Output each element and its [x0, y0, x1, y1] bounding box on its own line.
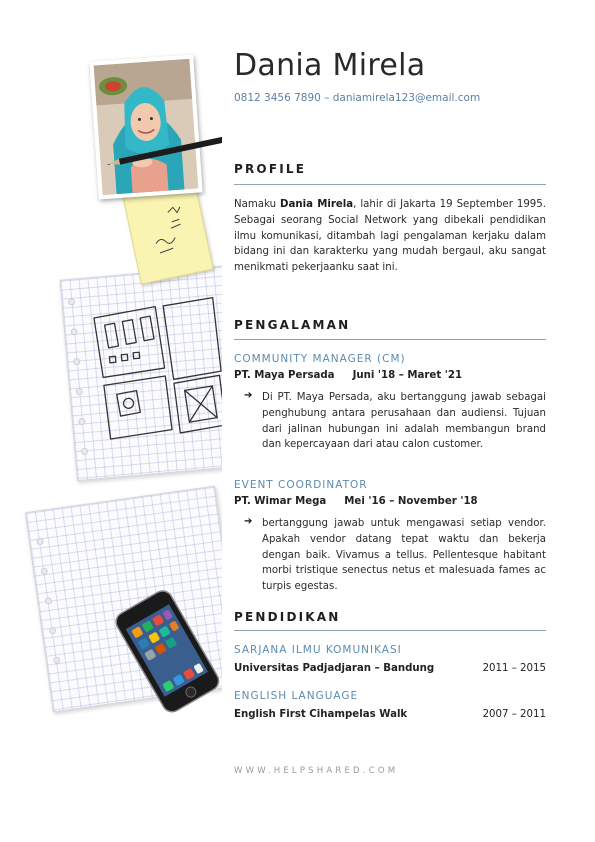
applicant-name: Dania Mirela: [234, 48, 426, 83]
arrow-right-icon: ➔: [244, 516, 253, 527]
job-dates: Mei '16 – November '18: [344, 496, 478, 507]
pencil-icon: [104, 128, 222, 168]
section-divider: [234, 339, 546, 340]
education-row: [234, 663, 546, 674]
job-company-line: [234, 496, 478, 507]
section-divider: [234, 630, 546, 631]
section-title-education: PENDIDIKAN: [234, 610, 341, 624]
section-title-experience: PENGALAMAN: [234, 318, 351, 332]
job-role: EVENT COORDINATOR: [234, 479, 368, 491]
education-row: [234, 709, 546, 720]
section-title-profile: PROFILE: [234, 162, 307, 176]
job-description: bertanggung jawab untuk mengawasi setiap vendor. Apakah vendor datang tepat waktu dan bekerja dengan baik. Vivamus a tellus. Pellentesque habitant morbi tristique senectus netus et malesuada fames ac turpis egestas.: [262, 518, 546, 593]
education-degree: SARJANA ILMU KOMUNIKASI: [234, 644, 402, 656]
job-company-line: [234, 370, 462, 381]
portrait-photo: [89, 55, 202, 200]
education-school: English First Cihampelas Walk: [234, 709, 408, 720]
job-company: PT. Wimar Mega: [234, 496, 327, 507]
job-bullet: [244, 516, 546, 595]
smartphone-image: [106, 586, 222, 716]
job-bullet: [244, 390, 546, 453]
sketch-paper: [60, 265, 222, 481]
profile-name-bold: Dania Mirela: [280, 199, 354, 210]
profile-text-rest: , lahir di Jakarta 19 September 1995. Sebagai seorang Social Network yang dibekali pendidikan ilmu komunikasi, ditambah lagi pengalaman kerjaku dalam bidang ini dan karakterku yang mudah bergaul, aku sangat menikmati pekerjaanku saat ini.: [234, 199, 547, 274]
job-description: Di PT. Maya Persada, aku bertanggung jawab sebagai penghubung antara perusahaan dan audiensi. Tujuan dari jalinan hubungan ini adalah membangun brand dan kepercayaan dari atau calon customer.: [262, 392, 546, 451]
decorative-collage: [0, 0, 222, 842]
section-divider: [234, 184, 546, 185]
education-years: 2007 – 2011: [482, 709, 546, 720]
job-company: PT. Maya Persada: [234, 370, 335, 381]
job-dates: Juni '18 – Maret '21: [352, 370, 463, 381]
sketch-drawing: [61, 266, 222, 480]
footer-website[interactable]: WWW.HELPSHARED.COM: [234, 766, 399, 776]
arrow-right-icon: ➔: [244, 390, 253, 401]
contact-info: 0812 3456 7890 – daniamirela123@email.com: [234, 92, 481, 104]
profile-text: [234, 197, 546, 276]
job-role: COMMUNITY MANAGER (CM): [234, 353, 406, 365]
education-years: 2011 – 2015: [482, 663, 546, 674]
profile-text-start: Namaku: [234, 199, 281, 210]
education-degree: ENGLISH LANGUAGE: [234, 690, 359, 702]
education-school: Universitas Padjadjaran – Bandung: [234, 663, 435, 674]
